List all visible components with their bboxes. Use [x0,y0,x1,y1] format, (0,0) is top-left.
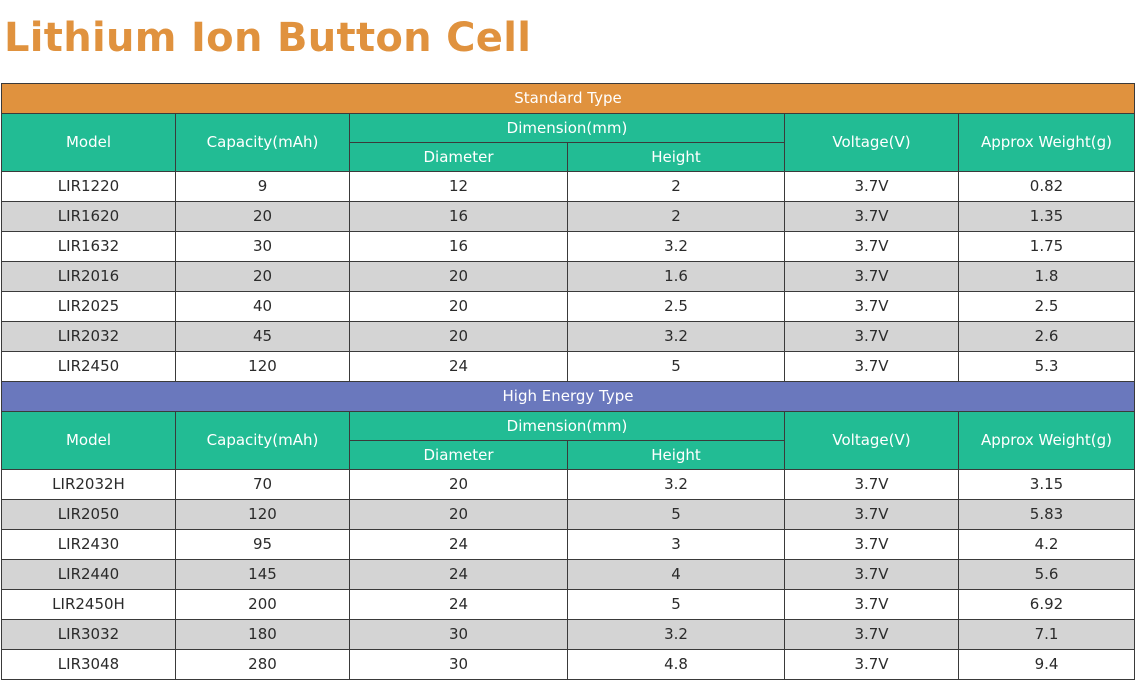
cell-diameter: 24 [350,560,568,590]
cell-height: 4 [568,560,785,590]
header-weight: Approx Weight(g) [959,114,1135,172]
cell-voltage: 3.7V [785,590,959,620]
column-header-row [2,412,1135,441]
cell-model: LIR2025 [2,292,176,322]
page-title: Lithium Ion Button Cell [4,15,532,61]
cell-weight: 1.35 [959,202,1135,232]
cell-model: LIR1220 [2,172,176,202]
header-model: Model [2,114,176,172]
header-dimension: Dimension(mm) [350,114,785,143]
header-height: Height [568,143,785,172]
table-row [2,232,1135,262]
cell-voltage: 3.7V [785,202,959,232]
cell-weight: 3.15 [959,470,1135,500]
cell-diameter: 20 [350,500,568,530]
cell-voltage: 3.7V [785,262,959,292]
header-diameter: Diameter [350,143,568,172]
cell-diameter: 20 [350,292,568,322]
cell-weight: 7.1 [959,620,1135,650]
header-model: Model [2,412,176,470]
cell-height: 5 [568,352,785,382]
cell-voltage: 3.7V [785,232,959,262]
cell-model: LIR3032 [2,620,176,650]
cell-diameter: 30 [350,620,568,650]
cell-height: 5 [568,500,785,530]
cell-capacity: 280 [176,650,350,680]
header-voltage: Voltage(V) [785,412,959,470]
cell-model: LIR2016 [2,262,176,292]
cell-capacity: 145 [176,560,350,590]
cell-diameter: 24 [350,590,568,620]
cell-capacity: 120 [176,500,350,530]
cell-capacity: 45 [176,322,350,352]
cell-height: 2 [568,202,785,232]
table-row [2,352,1135,382]
cell-diameter: 24 [350,352,568,382]
cell-capacity: 180 [176,620,350,650]
cell-model: LIR2032H [2,470,176,500]
header-diameter: Diameter [350,441,568,470]
cell-capacity: 120 [176,352,350,382]
cell-diameter: 30 [350,650,568,680]
table-row [2,560,1135,590]
cell-capacity: 70 [176,470,350,500]
table-row [2,172,1135,202]
cell-weight: 1.75 [959,232,1135,262]
table-row [2,262,1135,292]
cell-capacity: 9 [176,172,350,202]
cell-weight: 6.92 [959,590,1135,620]
section-header [2,84,1135,114]
cell-height: 5 [568,590,785,620]
table-row [2,620,1135,650]
section-title: Standard Type [2,84,1135,114]
header-dimension: Dimension(mm) [350,412,785,441]
table-row [2,650,1135,680]
cell-model: LIR1620 [2,202,176,232]
cell-height: 4.8 [568,650,785,680]
cell-diameter: 20 [350,262,568,292]
cell-voltage: 3.7V [785,530,959,560]
cell-voltage: 3.7V [785,172,959,202]
cell-diameter: 12 [350,172,568,202]
header-height: Height [568,441,785,470]
cell-model: LIR2050 [2,500,176,530]
cell-height: 3 [568,530,785,560]
cell-capacity: 20 [176,202,350,232]
table-row [2,590,1135,620]
cell-voltage: 3.7V [785,470,959,500]
cell-voltage: 3.7V [785,650,959,680]
cell-capacity: 200 [176,590,350,620]
table-row [2,322,1135,352]
cell-diameter: 24 [350,530,568,560]
cell-height: 3.2 [568,470,785,500]
cell-weight: 5.6 [959,560,1135,590]
cell-capacity: 30 [176,232,350,262]
cell-diameter: 20 [350,322,568,352]
cell-weight: 9.4 [959,650,1135,680]
cell-voltage: 3.7V [785,322,959,352]
cell-diameter: 16 [350,232,568,262]
cell-model: LIR2450H [2,590,176,620]
cell-height: 2.5 [568,292,785,322]
table-row [2,530,1135,560]
cell-voltage: 3.7V [785,500,959,530]
table-row [2,470,1135,500]
cell-weight: 4.2 [959,530,1135,560]
cell-weight: 2.5 [959,292,1135,322]
section-title: High Energy Type [2,382,1135,412]
header-capacity: Capacity(mAh) [176,412,350,470]
cell-weight: 5.3 [959,352,1135,382]
cell-diameter: 20 [350,470,568,500]
cell-height: 3.2 [568,232,785,262]
cell-weight: 5.83 [959,500,1135,530]
cell-height: 3.2 [568,322,785,352]
header-capacity: Capacity(mAh) [176,114,350,172]
cell-capacity: 20 [176,262,350,292]
cell-model: LIR2032 [2,322,176,352]
cell-voltage: 3.7V [785,352,959,382]
section-header [2,382,1135,412]
cell-model: LIR3048 [2,650,176,680]
cell-model: LIR1632 [2,232,176,262]
cell-voltage: 3.7V [785,292,959,322]
cell-voltage: 3.7V [785,620,959,650]
cell-height: 1.6 [568,262,785,292]
cell-height: 2 [568,172,785,202]
column-header-row [2,114,1135,143]
cell-diameter: 16 [350,202,568,232]
cell-capacity: 95 [176,530,350,560]
cell-weight: 1.8 [959,262,1135,292]
cell-weight: 2.6 [959,322,1135,352]
header-weight: Approx Weight(g) [959,412,1135,470]
spec-table [1,83,1135,680]
header-voltage: Voltage(V) [785,114,959,172]
cell-model: LIR2450 [2,352,176,382]
cell-weight: 0.82 [959,172,1135,202]
cell-model: LIR2440 [2,560,176,590]
table-row [2,500,1135,530]
table-row [2,292,1135,322]
cell-model: LIR2430 [2,530,176,560]
table-row [2,202,1135,232]
cell-capacity: 40 [176,292,350,322]
cell-height: 3.2 [568,620,785,650]
cell-voltage: 3.7V [785,560,959,590]
